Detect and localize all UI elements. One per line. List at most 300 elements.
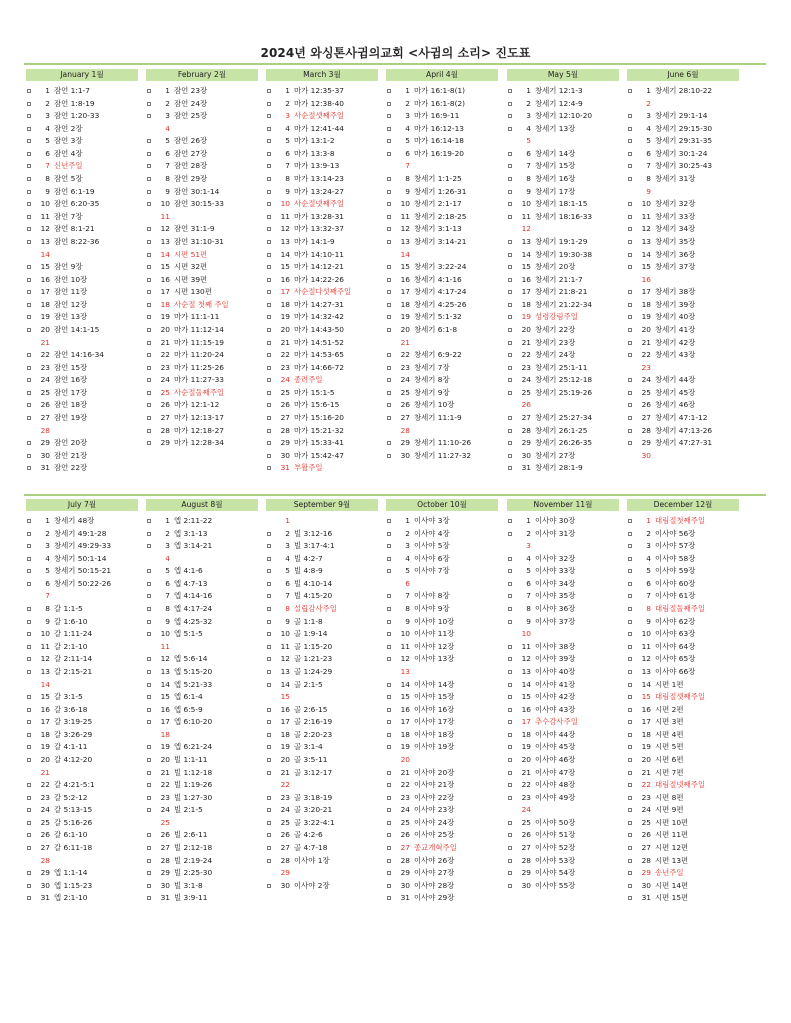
checkbox[interactable] [508, 102, 512, 106]
checkbox[interactable] [387, 594, 391, 598]
checkbox[interactable] [508, 391, 512, 395]
checkbox[interactable] [387, 695, 391, 699]
checkbox[interactable] [508, 215, 512, 219]
checkbox[interactable] [628, 582, 632, 586]
checkbox[interactable] [508, 569, 512, 573]
checkbox[interactable] [387, 278, 391, 282]
checkbox[interactable] [387, 796, 391, 800]
checkbox[interactable] [508, 607, 512, 611]
checkbox[interactable] [147, 783, 151, 787]
checkbox[interactable] [27, 544, 31, 548]
checkbox[interactable] [628, 114, 632, 118]
checkbox[interactable] [147, 177, 151, 181]
checkbox[interactable] [27, 808, 31, 812]
checkbox[interactable] [508, 582, 512, 586]
checkbox[interactable] [508, 683, 512, 687]
checkbox[interactable] [508, 859, 512, 863]
checkbox[interactable] [267, 265, 271, 269]
checkbox[interactable] [267, 670, 271, 674]
checkbox[interactable] [628, 429, 632, 433]
checkbox[interactable] [508, 366, 512, 370]
checkbox[interactable] [27, 416, 31, 420]
checkbox[interactable] [267, 569, 271, 573]
checkbox[interactable] [387, 569, 391, 573]
checkbox[interactable] [267, 403, 271, 407]
checkbox[interactable] [628, 758, 632, 762]
checkbox[interactable] [267, 708, 271, 712]
checkbox[interactable] [27, 708, 31, 712]
checkbox[interactable] [628, 871, 632, 875]
checkbox[interactable] [628, 657, 632, 661]
checkbox[interactable] [267, 771, 271, 775]
checkbox[interactable] [628, 569, 632, 573]
checkbox[interactable] [628, 771, 632, 775]
checkbox[interactable] [628, 303, 632, 307]
checkbox[interactable] [508, 202, 512, 206]
checkbox[interactable] [267, 215, 271, 219]
checkbox[interactable] [508, 328, 512, 332]
checkbox[interactable] [387, 315, 391, 319]
checkbox[interactable] [147, 429, 151, 433]
checkbox[interactable] [267, 366, 271, 370]
checkbox[interactable] [27, 884, 31, 888]
checkbox[interactable] [267, 594, 271, 598]
checkbox[interactable] [267, 429, 271, 433]
checkbox[interactable] [387, 328, 391, 332]
checkbox[interactable] [147, 114, 151, 118]
checkbox[interactable] [27, 796, 31, 800]
checkbox[interactable] [508, 466, 512, 470]
checkbox[interactable] [27, 733, 31, 737]
checkbox[interactable] [508, 745, 512, 749]
checkbox[interactable] [147, 441, 151, 445]
checkbox[interactable] [27, 466, 31, 470]
checkbox[interactable] [628, 353, 632, 357]
checkbox[interactable] [147, 833, 151, 837]
checkbox[interactable] [267, 139, 271, 143]
checkbox[interactable] [27, 227, 31, 231]
checkbox[interactable] [628, 152, 632, 156]
checkbox[interactable] [508, 253, 512, 257]
checkbox[interactable] [27, 152, 31, 156]
checkbox[interactable] [508, 177, 512, 181]
checkbox[interactable] [508, 152, 512, 156]
checkbox[interactable] [508, 519, 512, 523]
checkbox[interactable] [267, 632, 271, 636]
checkbox[interactable] [628, 164, 632, 168]
checkbox[interactable] [628, 796, 632, 800]
checkbox[interactable] [147, 607, 151, 611]
checkbox[interactable] [27, 670, 31, 674]
checkbox[interactable] [147, 632, 151, 636]
checkbox[interactable] [27, 366, 31, 370]
checkbox[interactable] [147, 378, 151, 382]
checkbox[interactable] [387, 303, 391, 307]
checkbox[interactable] [267, 758, 271, 762]
checkbox[interactable] [387, 290, 391, 294]
checkbox[interactable] [27, 720, 31, 724]
checkbox[interactable] [508, 164, 512, 168]
checkbox[interactable] [147, 391, 151, 395]
checkbox[interactable] [387, 202, 391, 206]
checkbox[interactable] [387, 227, 391, 231]
checkbox[interactable] [508, 708, 512, 712]
checkbox[interactable] [27, 303, 31, 307]
checkbox[interactable] [387, 821, 391, 825]
checkbox[interactable] [147, 89, 151, 93]
checkbox[interactable] [27, 202, 31, 206]
checkbox[interactable] [387, 215, 391, 219]
checkbox[interactable] [387, 114, 391, 118]
checkbox[interactable] [267, 466, 271, 470]
checkbox[interactable] [387, 240, 391, 244]
checkbox[interactable] [387, 683, 391, 687]
checkbox[interactable] [508, 265, 512, 269]
checkbox[interactable] [387, 846, 391, 850]
checkbox[interactable] [147, 227, 151, 231]
checkbox[interactable] [267, 114, 271, 118]
checkbox[interactable] [628, 519, 632, 523]
checkbox[interactable] [628, 846, 632, 850]
checkbox[interactable] [147, 796, 151, 800]
checkbox[interactable] [387, 366, 391, 370]
checkbox[interactable] [27, 89, 31, 93]
checkbox[interactable] [267, 441, 271, 445]
checkbox[interactable] [147, 152, 151, 156]
checkbox[interactable] [147, 403, 151, 407]
checkbox[interactable] [628, 620, 632, 624]
checkbox[interactable] [628, 341, 632, 345]
checkbox[interactable] [628, 833, 632, 837]
checkbox[interactable] [147, 582, 151, 586]
checkbox[interactable] [508, 645, 512, 649]
checkbox[interactable] [387, 657, 391, 661]
checkbox[interactable] [508, 278, 512, 282]
checkbox[interactable] [147, 328, 151, 332]
checkbox[interactable] [267, 796, 271, 800]
checkbox[interactable] [267, 846, 271, 850]
checkbox[interactable] [387, 733, 391, 737]
checkbox[interactable] [387, 378, 391, 382]
checkbox[interactable] [508, 429, 512, 433]
checkbox[interactable] [387, 265, 391, 269]
checkbox[interactable] [387, 139, 391, 143]
checkbox[interactable] [147, 416, 151, 420]
checkbox[interactable] [267, 416, 271, 420]
checkbox[interactable] [27, 290, 31, 294]
checkbox[interactable] [628, 441, 632, 445]
checkbox[interactable] [27, 695, 31, 699]
checkbox[interactable] [147, 758, 151, 762]
checkbox[interactable] [147, 657, 151, 661]
checkbox[interactable] [267, 290, 271, 294]
checkbox[interactable] [508, 127, 512, 131]
checkbox[interactable] [387, 89, 391, 93]
checkbox[interactable] [147, 303, 151, 307]
checkbox[interactable] [628, 290, 632, 294]
checkbox[interactable] [267, 607, 271, 611]
checkbox[interactable] [27, 896, 31, 900]
checkbox[interactable] [628, 745, 632, 749]
checkbox[interactable] [27, 519, 31, 523]
checkbox[interactable] [508, 783, 512, 787]
checkbox[interactable] [508, 846, 512, 850]
checkbox[interactable] [27, 215, 31, 219]
checkbox[interactable] [267, 177, 271, 181]
checkbox[interactable] [27, 569, 31, 573]
checkbox[interactable] [387, 808, 391, 812]
checkbox[interactable] [387, 441, 391, 445]
checkbox[interactable] [27, 632, 31, 636]
checkbox[interactable] [267, 378, 271, 382]
checkbox[interactable] [508, 884, 512, 888]
checkbox[interactable] [27, 620, 31, 624]
checkbox[interactable] [387, 102, 391, 106]
checkbox[interactable] [387, 720, 391, 724]
checkbox[interactable] [267, 227, 271, 231]
checkbox[interactable] [267, 164, 271, 168]
checkbox[interactable] [387, 871, 391, 875]
checkbox[interactable] [628, 720, 632, 724]
checkbox[interactable] [508, 796, 512, 800]
checkbox[interactable] [147, 164, 151, 168]
checkbox[interactable] [508, 720, 512, 724]
checkbox[interactable] [267, 303, 271, 307]
checkbox[interactable] [508, 290, 512, 294]
checkbox[interactable] [147, 871, 151, 875]
checkbox[interactable] [27, 328, 31, 332]
checkbox[interactable] [267, 645, 271, 649]
checkbox[interactable] [267, 278, 271, 282]
checkbox[interactable] [508, 670, 512, 674]
checkbox[interactable] [27, 871, 31, 875]
checkbox[interactable] [267, 152, 271, 156]
checkbox[interactable] [267, 833, 271, 837]
checkbox[interactable] [387, 403, 391, 407]
checkbox[interactable] [387, 859, 391, 863]
checkbox[interactable] [27, 164, 31, 168]
checkbox[interactable] [628, 265, 632, 269]
checkbox[interactable] [147, 708, 151, 712]
checkbox[interactable] [628, 315, 632, 319]
checkbox[interactable] [387, 607, 391, 611]
checkbox[interactable] [628, 416, 632, 420]
checkbox[interactable] [628, 240, 632, 244]
checkbox[interactable] [267, 127, 271, 131]
checkbox[interactable] [267, 620, 271, 624]
checkbox[interactable] [508, 240, 512, 244]
checkbox[interactable] [27, 582, 31, 586]
checkbox[interactable] [628, 645, 632, 649]
checkbox[interactable] [27, 532, 31, 536]
checkbox[interactable] [27, 190, 31, 194]
checkbox[interactable] [628, 403, 632, 407]
checkbox[interactable] [27, 783, 31, 787]
checkbox[interactable] [27, 657, 31, 661]
checkbox[interactable] [628, 177, 632, 181]
checkbox[interactable] [387, 783, 391, 787]
checkbox[interactable] [508, 341, 512, 345]
checkbox[interactable] [147, 808, 151, 812]
checkbox[interactable] [387, 152, 391, 156]
checkbox[interactable] [267, 683, 271, 687]
checkbox[interactable] [267, 733, 271, 737]
checkbox[interactable] [508, 695, 512, 699]
checkbox[interactable] [27, 391, 31, 395]
checkbox[interactable] [628, 215, 632, 219]
checkbox[interactable] [267, 353, 271, 357]
checkbox[interactable] [628, 859, 632, 863]
checkbox[interactable] [628, 670, 632, 674]
checkbox[interactable] [27, 265, 31, 269]
checkbox[interactable] [267, 657, 271, 661]
checkbox[interactable] [508, 190, 512, 194]
checkbox[interactable] [147, 720, 151, 724]
checkbox[interactable] [628, 896, 632, 900]
checkbox[interactable] [387, 557, 391, 561]
checkbox[interactable] [147, 896, 151, 900]
checkbox[interactable] [267, 391, 271, 395]
checkbox[interactable] [628, 821, 632, 825]
checkbox[interactable] [387, 632, 391, 636]
checkbox[interactable] [387, 544, 391, 548]
checkbox[interactable] [147, 519, 151, 523]
checkbox[interactable] [387, 896, 391, 900]
checkbox[interactable] [267, 745, 271, 749]
checkbox[interactable] [387, 884, 391, 888]
checkbox[interactable] [387, 519, 391, 523]
checkbox[interactable] [387, 620, 391, 624]
checkbox[interactable] [147, 341, 151, 345]
checkbox[interactable] [628, 733, 632, 737]
checkbox[interactable] [267, 202, 271, 206]
checkbox[interactable] [147, 139, 151, 143]
checkbox[interactable] [387, 190, 391, 194]
checkbox[interactable] [267, 102, 271, 106]
checkbox[interactable] [27, 139, 31, 143]
checkbox[interactable] [387, 454, 391, 458]
checkbox[interactable] [147, 544, 151, 548]
checkbox[interactable] [628, 227, 632, 231]
checkbox[interactable] [628, 695, 632, 699]
checkbox[interactable] [508, 821, 512, 825]
checkbox[interactable] [628, 253, 632, 257]
checkbox[interactable] [628, 808, 632, 812]
checkbox[interactable] [387, 177, 391, 181]
checkbox[interactable] [508, 833, 512, 837]
checkbox[interactable] [387, 127, 391, 131]
checkbox[interactable] [27, 454, 31, 458]
checkbox[interactable] [628, 139, 632, 143]
checkbox[interactable] [27, 833, 31, 837]
checkbox[interactable] [267, 454, 271, 458]
checkbox[interactable] [267, 253, 271, 257]
checkbox[interactable] [267, 859, 271, 863]
checkbox[interactable] [267, 544, 271, 548]
checkbox[interactable] [628, 328, 632, 332]
checkbox[interactable] [508, 315, 512, 319]
checkbox[interactable] [147, 594, 151, 598]
checkbox[interactable] [147, 240, 151, 244]
checkbox[interactable] [147, 884, 151, 888]
checkbox[interactable] [387, 353, 391, 357]
checkbox[interactable] [267, 89, 271, 93]
checkbox[interactable] [27, 745, 31, 749]
checkbox[interactable] [27, 127, 31, 131]
checkbox[interactable] [628, 783, 632, 787]
checkbox[interactable] [508, 89, 512, 93]
checkbox[interactable] [267, 240, 271, 244]
checkbox[interactable] [27, 240, 31, 244]
checkbox[interactable] [147, 190, 151, 194]
checkbox[interactable] [267, 315, 271, 319]
checkbox[interactable] [27, 758, 31, 762]
checkbox[interactable] [147, 290, 151, 294]
checkbox[interactable] [267, 720, 271, 724]
checkbox[interactable] [27, 278, 31, 282]
checkbox[interactable] [508, 758, 512, 762]
checkbox[interactable] [628, 683, 632, 687]
checkbox[interactable] [387, 416, 391, 420]
checkbox[interactable] [267, 190, 271, 194]
checkbox[interactable] [628, 557, 632, 561]
checkbox[interactable] [508, 733, 512, 737]
checkbox[interactable] [147, 771, 151, 775]
checkbox[interactable] [508, 378, 512, 382]
checkbox[interactable] [267, 341, 271, 345]
checkbox[interactable] [267, 808, 271, 812]
checkbox[interactable] [27, 315, 31, 319]
checkbox[interactable] [267, 582, 271, 586]
checkbox[interactable] [628, 708, 632, 712]
checkbox[interactable] [387, 771, 391, 775]
checkbox[interactable] [27, 353, 31, 357]
checkbox[interactable] [628, 532, 632, 536]
checkbox[interactable] [27, 607, 31, 611]
checkbox[interactable] [27, 114, 31, 118]
checkbox[interactable] [387, 645, 391, 649]
checkbox[interactable] [147, 278, 151, 282]
checkbox[interactable] [147, 695, 151, 699]
checkbox[interactable] [147, 265, 151, 269]
checkbox[interactable] [628, 632, 632, 636]
checkbox[interactable] [147, 569, 151, 573]
checkbox[interactable] [147, 315, 151, 319]
checkbox[interactable] [628, 89, 632, 93]
checkbox[interactable] [27, 846, 31, 850]
checkbox[interactable] [508, 594, 512, 598]
checkbox[interactable] [508, 620, 512, 624]
checkbox[interactable] [508, 871, 512, 875]
checkbox[interactable] [147, 253, 151, 257]
checkbox[interactable] [508, 353, 512, 357]
checkbox[interactable] [387, 391, 391, 395]
checkbox[interactable] [147, 366, 151, 370]
checkbox[interactable] [267, 532, 271, 536]
checkbox[interactable] [508, 114, 512, 118]
checkbox[interactable] [147, 532, 151, 536]
checkbox[interactable] [628, 607, 632, 611]
checkbox[interactable] [628, 544, 632, 548]
checkbox[interactable] [628, 884, 632, 888]
checkbox[interactable] [508, 441, 512, 445]
checkbox[interactable] [147, 683, 151, 687]
checkbox[interactable] [27, 821, 31, 825]
checkbox[interactable] [387, 532, 391, 536]
checkbox[interactable] [628, 202, 632, 206]
checkbox[interactable] [147, 620, 151, 624]
checkbox[interactable] [508, 557, 512, 561]
